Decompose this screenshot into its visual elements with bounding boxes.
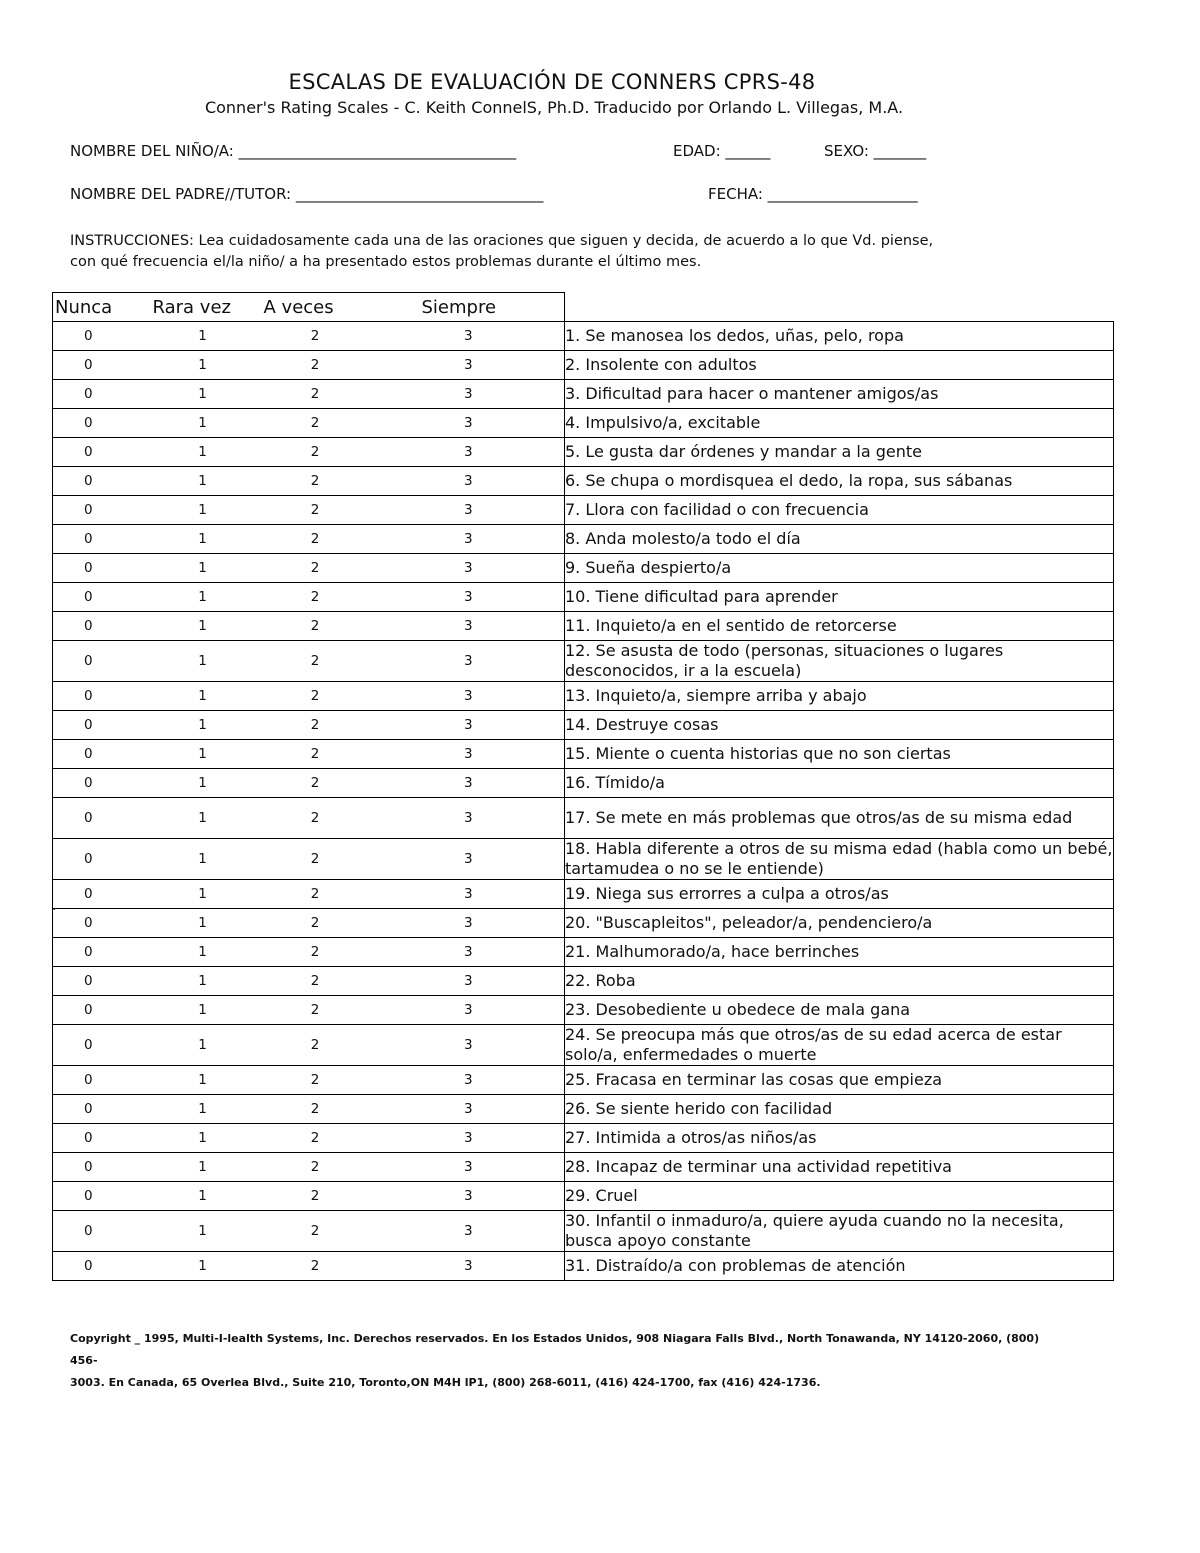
rating-option-1[interactable]: 1 bbox=[148, 322, 258, 351]
rating-option-2[interactable]: 2 bbox=[258, 1124, 373, 1153]
rating-option-2[interactable]: 2 bbox=[258, 996, 373, 1025]
rating-option-1[interactable]: 1 bbox=[148, 769, 258, 798]
rating-option-1[interactable]: 1 bbox=[148, 380, 258, 409]
rating-option-1[interactable]: 1 bbox=[148, 1124, 258, 1153]
table-row bbox=[53, 322, 1114, 351]
rating-option-2[interactable]: 2 bbox=[258, 798, 373, 839]
table-row bbox=[53, 839, 1114, 880]
rating-option-3[interactable]: 3 bbox=[373, 909, 565, 938]
rating-option-1[interactable]: 1 bbox=[148, 740, 258, 769]
rating-table bbox=[52, 292, 1114, 1281]
scale-header-rara-vez: Rara vez bbox=[148, 293, 258, 322]
rating-option-1[interactable]: 1 bbox=[148, 583, 258, 612]
rating-option-3[interactable]: 3 bbox=[373, 351, 565, 380]
rating-option-1[interactable]: 1 bbox=[148, 996, 258, 1025]
rating-option-0[interactable]: 0 bbox=[53, 996, 148, 1025]
rating-option-1[interactable]: 1 bbox=[148, 1153, 258, 1182]
rating-option-3[interactable]: 3 bbox=[373, 996, 565, 1025]
rating-option-0[interactable]: 0 bbox=[53, 798, 148, 839]
rating-option-1[interactable]: 1 bbox=[148, 1066, 258, 1095]
question-text: 1. Se manosea los dedos, uñas, pelo, ropa bbox=[565, 322, 1114, 351]
rating-option-3[interactable]: 3 bbox=[373, 1124, 565, 1153]
rating-option-0[interactable]: 0 bbox=[53, 880, 148, 909]
scale-header-siempre: Siempre bbox=[373, 293, 565, 322]
question-text: 9. Sueña despierto/a bbox=[565, 554, 1114, 583]
rating-option-0[interactable]: 0 bbox=[53, 438, 148, 467]
parent-name-field[interactable]: NOMBRE DEL PADRE//TUTOR: _________________________________ bbox=[70, 185, 544, 203]
question-text: 22. Roba bbox=[565, 967, 1114, 996]
rating-option-2[interactable]: 2 bbox=[258, 682, 373, 711]
table-row bbox=[53, 711, 1114, 740]
rating-option-2[interactable]: 2 bbox=[258, 1211, 373, 1252]
question-text: 3. Dificultad para hacer o mantener amigos/as bbox=[565, 380, 1114, 409]
table-row bbox=[53, 909, 1114, 938]
rating-option-1[interactable]: 1 bbox=[148, 711, 258, 740]
scale-header-row bbox=[53, 293, 1114, 322]
rating-option-1[interactable]: 1 bbox=[148, 496, 258, 525]
rating-option-1[interactable]: 1 bbox=[148, 351, 258, 380]
rating-option-2[interactable]: 2 bbox=[258, 1182, 373, 1211]
rating-option-2[interactable]: 2 bbox=[258, 880, 373, 909]
rating-option-0[interactable]: 0 bbox=[53, 682, 148, 711]
rating-option-2[interactable]: 2 bbox=[258, 351, 373, 380]
rating-option-3[interactable]: 3 bbox=[373, 880, 565, 909]
rating-option-3[interactable]: 3 bbox=[373, 967, 565, 996]
question-text: 26. Se siente herido con facilidad bbox=[565, 1095, 1114, 1124]
rating-option-1[interactable]: 1 bbox=[148, 1211, 258, 1252]
table-row bbox=[53, 682, 1114, 711]
rating-option-2[interactable]: 2 bbox=[258, 554, 373, 583]
question-text: 10. Tiene dificultad para aprender bbox=[565, 583, 1114, 612]
question-text: 2. Insolente con adultos bbox=[565, 351, 1114, 380]
rating-option-3[interactable]: 3 bbox=[373, 740, 565, 769]
table-row bbox=[53, 380, 1114, 409]
rating-option-0[interactable]: 0 bbox=[53, 1025, 148, 1066]
table-row bbox=[53, 996, 1114, 1025]
rating-option-3[interactable]: 3 bbox=[373, 322, 565, 351]
rating-option-0[interactable]: 0 bbox=[53, 409, 148, 438]
table-row bbox=[53, 1211, 1114, 1252]
rating-option-0[interactable]: 0 bbox=[53, 769, 148, 798]
rating-option-1[interactable]: 1 bbox=[148, 641, 258, 682]
rating-option-0[interactable]: 0 bbox=[53, 351, 148, 380]
rating-option-3[interactable]: 3 bbox=[373, 839, 565, 880]
rating-option-0[interactable]: 0 bbox=[53, 938, 148, 967]
table-row bbox=[53, 880, 1114, 909]
rating-option-2[interactable]: 2 bbox=[258, 380, 373, 409]
instructions-line-2: con qué frecuencia el/la niño/ a ha presentado estos problemas durante el último mes. bbox=[70, 254, 702, 270]
rating-option-1[interactable]: 1 bbox=[148, 967, 258, 996]
header-blank bbox=[565, 293, 1114, 322]
question-text: 31. Distraído/a con problemas de atención bbox=[565, 1252, 1114, 1281]
rating-option-3[interactable]: 3 bbox=[373, 938, 565, 967]
table-row bbox=[53, 769, 1114, 798]
table-row bbox=[53, 1095, 1114, 1124]
rating-option-2[interactable]: 2 bbox=[258, 583, 373, 612]
table-row bbox=[53, 409, 1114, 438]
question-text: 5. Le gusta dar órdenes y mandar a la gente bbox=[565, 438, 1114, 467]
question-text: 24. Se preocupa más que otros/as de su edad acerca de estar solo/a, enfermedades o muerte bbox=[565, 1025, 1114, 1066]
table-row bbox=[53, 641, 1114, 682]
table-row bbox=[53, 1066, 1114, 1095]
question-text: 15. Miente o cuenta historias que no son ciertas bbox=[565, 740, 1114, 769]
rating-option-0[interactable]: 0 bbox=[53, 1095, 148, 1124]
child-name-field[interactable]: NOMBRE DEL NIÑO/A: _____________________________________ bbox=[70, 142, 517, 160]
rating-option-3[interactable]: 3 bbox=[373, 1252, 565, 1281]
table-row bbox=[53, 583, 1114, 612]
rating-option-0[interactable]: 0 bbox=[53, 612, 148, 641]
copyright-line-2: 3003. En Canada, 65 Overlea Blvd., Suite 210, Toronto,ON M4H lP1, (800) 268-6011, (416) 424-1700, fax (416) 424-1736. bbox=[70, 1376, 821, 1389]
rating-option-0[interactable]: 0 bbox=[53, 1252, 148, 1281]
table-row bbox=[53, 967, 1114, 996]
question-text: 4. Impulsivo/a, excitable bbox=[565, 409, 1114, 438]
rating-option-0[interactable]: 0 bbox=[53, 1211, 148, 1252]
rating-option-3[interactable]: 3 bbox=[373, 380, 565, 409]
rating-option-1[interactable]: 1 bbox=[148, 938, 258, 967]
rating-option-0[interactable]: 0 bbox=[53, 740, 148, 769]
rating-option-3[interactable]: 3 bbox=[373, 554, 565, 583]
question-text: 30. Infantil o inmaduro/a, quiere ayuda cuando no la necesita, busca apoyo constante bbox=[565, 1211, 1114, 1252]
table-row bbox=[53, 496, 1114, 525]
rating-option-1[interactable]: 1 bbox=[148, 1095, 258, 1124]
rating-option-1[interactable]: 1 bbox=[148, 682, 258, 711]
question-text: 20. "Buscapleitos", peleador/a, pendenciero/a bbox=[565, 909, 1114, 938]
rating-option-2[interactable]: 2 bbox=[258, 1066, 373, 1095]
rating-option-1[interactable]: 1 bbox=[148, 1252, 258, 1281]
rating-option-2[interactable]: 2 bbox=[258, 1153, 373, 1182]
rating-option-0[interactable]: 0 bbox=[53, 641, 148, 682]
question-text: 7. Llora con facilidad o con frecuencia bbox=[565, 496, 1114, 525]
rating-option-0[interactable]: 0 bbox=[53, 1124, 148, 1153]
rating-option-2[interactable]: 2 bbox=[258, 769, 373, 798]
rating-option-0[interactable]: 0 bbox=[53, 380, 148, 409]
rating-option-2[interactable]: 2 bbox=[258, 938, 373, 967]
rating-option-2[interactable]: 2 bbox=[258, 438, 373, 467]
form-title: ESCALAS DE EVALUACIÓN DE CONNERS CPRS-48 bbox=[288, 70, 816, 94]
rating-option-1[interactable]: 1 bbox=[148, 1182, 258, 1211]
rating-option-3[interactable]: 3 bbox=[373, 682, 565, 711]
rating-option-3[interactable]: 3 bbox=[373, 641, 565, 682]
rating-option-3[interactable]: 3 bbox=[373, 438, 565, 467]
scale-header-a-veces: A veces bbox=[258, 293, 373, 322]
rating-option-3[interactable]: 3 bbox=[373, 1182, 565, 1211]
rating-option-2[interactable]: 2 bbox=[258, 525, 373, 554]
rating-option-0[interactable]: 0 bbox=[53, 711, 148, 740]
rating-option-3[interactable]: 3 bbox=[373, 1066, 565, 1095]
table-row bbox=[53, 554, 1114, 583]
question-text: 19. Niega sus errorres a culpa a otros/as bbox=[565, 880, 1114, 909]
form-subtitle: Conner's Rating Scales - C. Keith ConnelS, Ph.D. Traducido por Orlando L. Villegas, M.A. bbox=[204, 98, 904, 117]
question-text: 8. Anda molesto/a todo el día bbox=[565, 525, 1114, 554]
rating-option-0[interactable]: 0 bbox=[53, 1153, 148, 1182]
rating-option-0[interactable]: 0 bbox=[53, 1182, 148, 1211]
rating-option-0[interactable]: 0 bbox=[53, 1066, 148, 1095]
rating-option-2[interactable]: 2 bbox=[258, 839, 373, 880]
rating-option-0[interactable]: 0 bbox=[53, 967, 148, 996]
rating-option-1[interactable]: 1 bbox=[148, 409, 258, 438]
table-row bbox=[53, 1025, 1114, 1066]
question-text: 29. Cruel bbox=[565, 1182, 1114, 1211]
question-text: 25. Fracasa en terminar las cosas que empieza bbox=[565, 1066, 1114, 1095]
question-text: 28. Incapaz de terminar una actividad repetitiva bbox=[565, 1153, 1114, 1182]
question-text: 21. Malhumorado/a, hace berrinches bbox=[565, 938, 1114, 967]
rating-option-0[interactable]: 0 bbox=[53, 583, 148, 612]
instructions bbox=[70, 231, 1070, 273]
rating-option-2[interactable]: 2 bbox=[258, 711, 373, 740]
rating-option-3[interactable]: 3 bbox=[373, 711, 565, 740]
table-row bbox=[53, 1182, 1114, 1211]
rating-option-1[interactable]: 1 bbox=[148, 554, 258, 583]
rating-option-2[interactable]: 2 bbox=[258, 909, 373, 938]
table-row bbox=[53, 740, 1114, 769]
rating-option-3[interactable]: 3 bbox=[373, 612, 565, 641]
rating-option-3[interactable]: 3 bbox=[373, 1095, 565, 1124]
copyright-line-1: Copyright _ 1995, Multi-I-lealth Systems, Inc. Derechos reservados. En los Estados Unidos, 908 Niagara Falls Blvd., North Tonawanda, NY 14120-2060, (800) 456- bbox=[70, 1332, 1040, 1367]
question-text: 16. Tímido/a bbox=[565, 769, 1114, 798]
stray-mark: . bbox=[52, 898, 57, 914]
rating-option-3[interactable]: 3 bbox=[373, 1211, 565, 1252]
question-text: 27. Intimida a otros/as niños/as bbox=[565, 1124, 1114, 1153]
question-text: 23. Desobediente u obedece de mala gana bbox=[565, 996, 1114, 1025]
rating-option-2[interactable]: 2 bbox=[258, 641, 373, 682]
rating-option-1[interactable]: 1 bbox=[148, 839, 258, 880]
rating-option-1[interactable]: 1 bbox=[148, 467, 258, 496]
rating-option-3[interactable]: 3 bbox=[373, 798, 565, 839]
rating-option-2[interactable]: 2 bbox=[258, 967, 373, 996]
rating-option-1[interactable]: 1 bbox=[148, 525, 258, 554]
sex-field[interactable]: SEXO: _______ bbox=[824, 142, 927, 160]
question-text: 6. Se chupa o mordisquea el dedo, la ropa, sus sábanas bbox=[565, 467, 1114, 496]
table-row bbox=[53, 525, 1114, 554]
rating-option-1[interactable]: 1 bbox=[148, 1025, 258, 1066]
question-text: 14. Destruye cosas bbox=[565, 711, 1114, 740]
rating-option-2[interactable]: 2 bbox=[258, 740, 373, 769]
rating-option-0[interactable]: 0 bbox=[53, 554, 148, 583]
rating-option-2[interactable]: 2 bbox=[258, 496, 373, 525]
table-row bbox=[53, 467, 1114, 496]
table-row bbox=[53, 351, 1114, 380]
rating-option-1[interactable]: 1 bbox=[148, 880, 258, 909]
rating-option-3[interactable]: 3 bbox=[373, 409, 565, 438]
table-row bbox=[53, 612, 1114, 641]
rating-option-2[interactable]: 2 bbox=[258, 1252, 373, 1281]
question-text: 17. Se mete en más problemas que otros/as de su misma edad bbox=[565, 798, 1114, 839]
instructions-line-1: INSTRUCCIONES: Lea cuidadosamente cada una de las oraciones que siguen y decida, de acuerdo a lo que Vd. piense, bbox=[70, 233, 934, 249]
rating-option-1[interactable]: 1 bbox=[148, 909, 258, 938]
rating-option-3[interactable]: 3 bbox=[373, 583, 565, 612]
rating-option-2[interactable]: 2 bbox=[258, 322, 373, 351]
question-text: 13. Inquieto/a, siempre arriba y abajo bbox=[565, 682, 1114, 711]
rating-option-1[interactable]: 1 bbox=[148, 798, 258, 839]
table-row bbox=[53, 1153, 1114, 1182]
rating-option-0[interactable]: 0 bbox=[53, 322, 148, 351]
rating-option-2[interactable]: 2 bbox=[258, 467, 373, 496]
rating-option-0[interactable]: 0 bbox=[53, 496, 148, 525]
rating-option-3[interactable]: 3 bbox=[373, 1025, 565, 1066]
table-row bbox=[53, 1124, 1114, 1153]
rating-option-3[interactable]: 3 bbox=[373, 1153, 565, 1182]
copyright-footer bbox=[70, 1328, 1060, 1394]
rating-option-1[interactable]: 1 bbox=[148, 612, 258, 641]
question-text: 12. Se asusta de todo (personas, situaciones o lugares desconocidos, ir a la escuela) bbox=[565, 641, 1114, 682]
rating-option-2[interactable]: 2 bbox=[258, 612, 373, 641]
question-text: 11. Inquieto/a en el sentido de retorcerse bbox=[565, 612, 1114, 641]
rating-option-0[interactable]: 0 bbox=[53, 467, 148, 496]
scale-header-nunca: Nunca bbox=[53, 293, 148, 322]
date-field[interactable]: FECHA: ____________________ bbox=[708, 185, 918, 203]
table-row bbox=[53, 938, 1114, 967]
rating-option-3[interactable]: 3 bbox=[373, 769, 565, 798]
question-text: 18. Habla diferente a otros de su misma edad (habla como un bebé, tartamudea o no se le entiende) bbox=[565, 839, 1113, 878]
rating-option-2[interactable]: 2 bbox=[258, 1025, 373, 1066]
rating-option-3[interactable]: 3 bbox=[373, 525, 565, 554]
age-field[interactable]: EDAD: ______ bbox=[673, 142, 771, 160]
rating-option-0[interactable]: 0 bbox=[53, 909, 148, 938]
rating-option-3[interactable]: 3 bbox=[373, 467, 565, 496]
rating-option-3[interactable]: 3 bbox=[373, 496, 565, 525]
table-row bbox=[53, 1252, 1114, 1281]
rating-option-0[interactable]: 0 bbox=[53, 525, 148, 554]
rating-option-0[interactable]: 0 bbox=[53, 839, 148, 880]
rating-option-1[interactable]: 1 bbox=[148, 438, 258, 467]
rating-option-2[interactable]: 2 bbox=[258, 409, 373, 438]
table-row bbox=[53, 798, 1114, 839]
rating-option-2[interactable]: 2 bbox=[258, 1095, 373, 1124]
table-row bbox=[53, 438, 1114, 467]
